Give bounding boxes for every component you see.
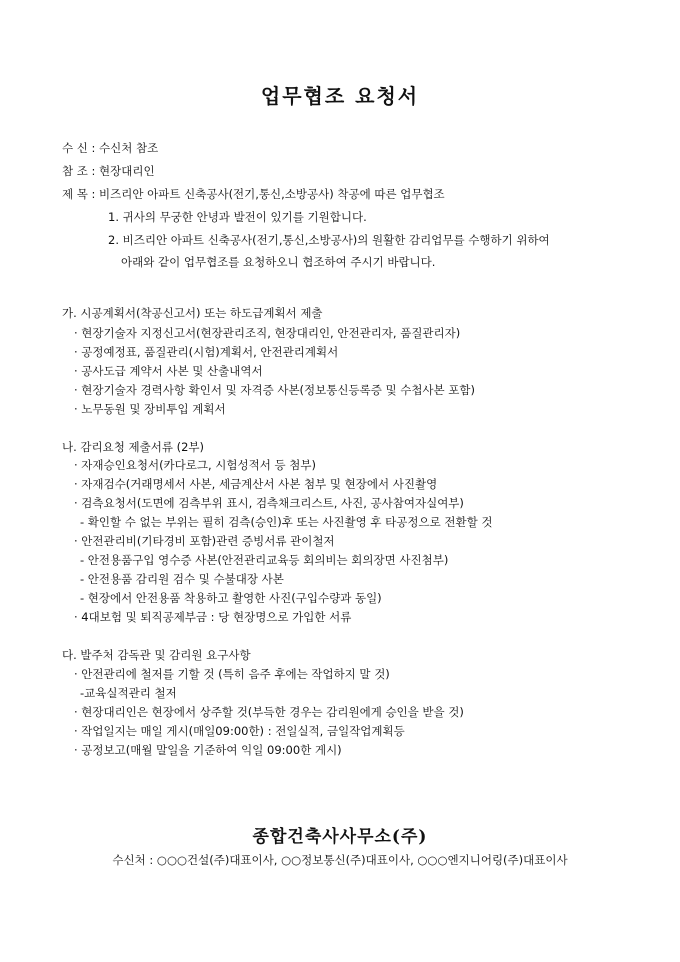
- section-a-item: · 공정예정표, 품질관리(시험)계획서, 안전관리계획서: [74, 345, 339, 359]
- section-b-heading: 나. 감리요청 제출서류 (2부): [62, 440, 205, 454]
- section-b-subitem: - 확인할 수 없는 부위는 필히 검측(승인)후 또는 사진촬영 후 타공정으로 전환할 것: [80, 515, 493, 529]
- section-a-item: · 노무동원 및 장비투입 계획서: [74, 402, 226, 416]
- company-name: 종합건축사사무소(주): [252, 827, 428, 847]
- section-a-item: · 현장기술자 경력사항 확인서 및 자격증 사본(정보통신등록증 및 수첩사본 포함): [74, 383, 476, 397]
- section-c-item: · 작업일지는 매일 게시(매일09:00한) : 전일실적, 금일작업계획등: [74, 724, 405, 738]
- paragraph-2-line-2: 아래와 같이 업무협조를 요청하오니 협조하여 주시기 바랍니다.: [121, 255, 436, 269]
- reference-line: 참 조 : 현장대리인: [62, 164, 155, 178]
- recipient-line: 수 신 : 수신처 참조: [62, 141, 159, 155]
- subject-line: 제 목 : 비즈리안 아파트 신축공사(전기,통신,소방공사) 착공에 따른 업무협조: [62, 187, 445, 201]
- section-c-heading: 다. 발주처 감독관 및 감리원 요구사항: [62, 648, 251, 662]
- section-a-item: · 현장기술자 지정신고서(현장관리조직, 현장대리인, 안전관리자, 품질관리자): [74, 326, 461, 340]
- section-c-subitem: -교육실적관리 철저: [80, 686, 177, 700]
- section-b-subitem: - 현장에서 안전용품 착용하고 촬영한 사진(구입수량과 동일): [80, 591, 382, 605]
- section-b-subitem: - 안전용품구입 영수증 사본(안전관리교육등 회의비는 회의장면 사진첨부): [80, 553, 449, 567]
- section-b-item: · 자재검수(거래명세서 사본, 세금계산서 사본 첨부 및 현장에서 사진촬영: [74, 477, 438, 491]
- recipients-list: 수신처 : ○○○건설(주)대표이사, ○○정보통신(주)대표이사, ○○○엔지니어링(주)대표이사: [112, 853, 568, 867]
- section-c-item: · 공정보고(매월 말일을 기준하여 익일 09:00한 게시): [74, 743, 342, 757]
- section-c-item: · 안전관리에 철저를 기할 것 (특히 음주 후에는 작업하지 말 것): [74, 667, 390, 681]
- section-b-item: · 안전관리비(기타경비 포함)관련 증빙서류 관이철저: [74, 534, 335, 548]
- paragraph-2-line-1: 2. 비즈리안 아파트 신축공사(전기,통신,소방공사)의 원활한 감리업무를 수행하기 위하여: [108, 233, 550, 247]
- paragraph-1: 1. 귀사의 무궁한 안녕과 발전이 있기를 기원합니다.: [108, 210, 367, 224]
- section-a-heading: 가. 시공계획서(착공신고서) 또는 하도급계획서 제출: [62, 306, 323, 320]
- section-a-item: · 공사도급 계약서 사본 및 산출내역서: [74, 364, 263, 378]
- document-title: 업무협조 요청서: [260, 84, 420, 108]
- section-b-subitem: - 안전용품 감리원 검수 및 수불대장 사본: [80, 572, 284, 586]
- section-b-item: · 4대보험 및 퇴직공제부금 : 당 현장명으로 가입한 서류: [74, 610, 352, 624]
- section-c-item: · 현장대리인은 현장에서 상주할 것(부득한 경우는 감리원에게 승인을 받을 것): [74, 705, 464, 719]
- section-b-item: · 검측요청서(도면에 검측부위 표시, 검측채크리스트, 사진, 공사참여자실여부): [74, 496, 464, 510]
- section-b-item: · 자재승인요청서(카다로그, 시험성적서 등 첨부): [74, 458, 316, 472]
